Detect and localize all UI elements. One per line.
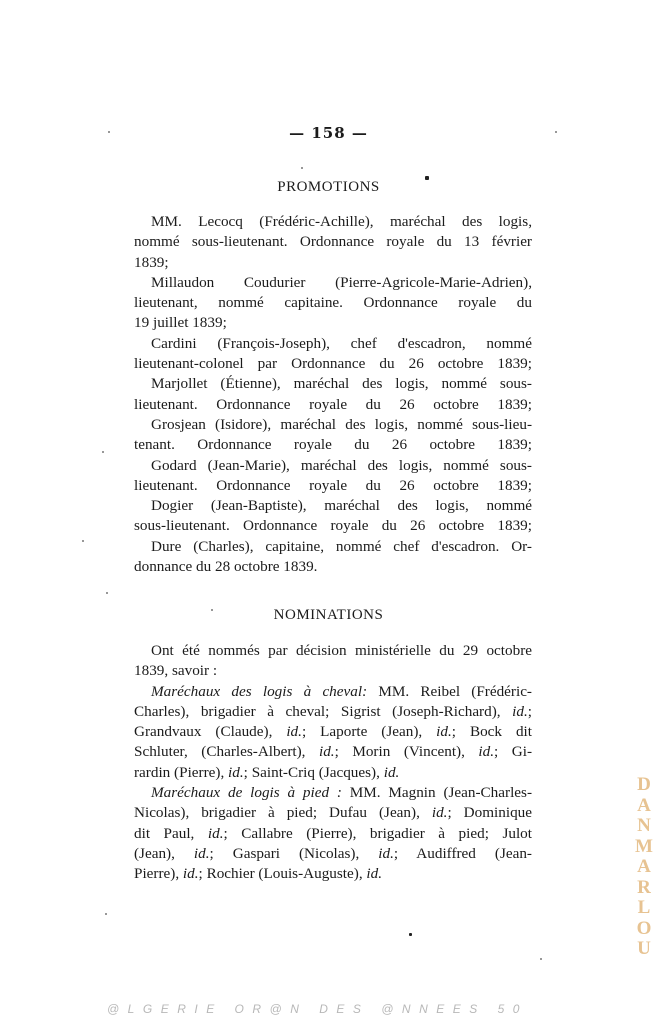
text-line: Marjollet (Étienne), maréchal des logis, nommé sous- — [151, 375, 532, 393]
text-line: Nicolas), brigadier à pied; Dufau (Jean), id.; Dominique — [134, 804, 532, 822]
text-line: Dure (Charles), capitaine, nommé chef d'escadron. Or- — [151, 537, 532, 555]
scan-speck — [108, 131, 110, 133]
watermark-letter: N — [637, 815, 651, 836]
nominations-text — [134, 641, 532, 885]
watermark-letter: L — [637, 897, 651, 918]
text-line: Maréchaux des logis à cheval: MM. Reibel (Frédéric- — [151, 682, 532, 700]
watermark-stamp — [635, 775, 653, 960]
text-line: Millaudon Coudurier (Pierre-Agricole-Marie-Adrien), — [151, 273, 532, 291]
text-line: dit Paul, id.; Callabre (Pierre), brigadier à pied; Julot — [134, 824, 532, 842]
watermark-letter: D — [637, 774, 651, 795]
nominations-heading: NOMINATIONS — [273, 607, 384, 623]
text-line: Schluter, (Charles-Albert), id.; Morin (Vincent), id.; Gi- — [134, 743, 533, 761]
text-line: Maréchaux de logis à pied : MM. Magnin (Jean-Charles- — [151, 784, 532, 802]
text-line: lieutenant-colonel par Ordonnance du 26 octobre 1839; — [134, 355, 532, 373]
pied-label: Maréchaux de logis à pied : — [151, 784, 342, 802]
scan-speck — [409, 933, 412, 936]
text-line: Pierre), id.; Rochier (Louis-Auguste), id. — [134, 865, 383, 883]
text-line: 19 juillet 1839; — [134, 314, 227, 332]
text-line: Cardini (François-Joseph), chef d'escadron, nommé — [151, 334, 532, 352]
text-line: rardin (Pierre), id.; Saint-Criq (Jacques), id. — [134, 763, 400, 781]
page-number: — 158 — — [289, 124, 368, 142]
watermark-letter: U — [637, 938, 651, 959]
scan-speck — [425, 176, 429, 180]
watermark-letter: A — [637, 794, 651, 816]
watermark-letter: M — [635, 835, 653, 857]
text-line: lieutenant. Ordonnance royale du 26 octobre 1839; — [134, 395, 532, 413]
scan-speck — [82, 540, 84, 542]
promotions-heading: PROMOTIONS — [277, 179, 380, 195]
scan-speck — [105, 913, 107, 915]
footer-watermark: @LGERIE OR@N DES @NNEES 50 — [107, 1002, 528, 1016]
watermark-letter: A — [637, 856, 651, 877]
scan-speck — [211, 609, 213, 611]
text-line: Godard (Jean-Marie), maréchal des logis, nommé sous- — [151, 456, 532, 474]
text-line: Dogier (Jean-Baptiste), maréchal des logis, nommé — [151, 497, 532, 515]
cheval-label: Maréchaux des logis à cheval: — [151, 682, 368, 700]
promotions-list — [134, 212, 532, 577]
text-line: 1839; — [134, 253, 169, 271]
text-line: lieutenant, nommé capitaine. Ordonnance royale du — [134, 294, 532, 312]
text-line: Ont été nommés par décision ministérielle du 29 octobre — [151, 642, 532, 659]
scan-speck — [555, 131, 557, 133]
scan-speck — [106, 592, 108, 594]
text-line: Grandvaux (Claude), id.; Laporte (Jean), id.; Bock dit — [134, 723, 532, 741]
text-line: lieutenant. Ordonnance royale du 26 octobre 1839; — [134, 476, 532, 494]
text-line: (Jean), id.; Gaspari (Nicolas), id.; Audiffred (Jean- — [134, 844, 532, 862]
watermark-letter: O — [636, 917, 652, 939]
scan-speck — [102, 451, 104, 453]
scan-speck — [301, 167, 303, 169]
text-line: nommé sous-lieutenant. Ordonnance royale du 13 février — [134, 233, 532, 251]
text-line: Charles), brigadier à cheval; Sigrist (Joseph-Richard), id.; — [134, 702, 532, 720]
text-line: donnance du 28 octobre 1839. — [134, 558, 318, 576]
text-line: tenant. Ordonnance royale du 26 octobre 1839; — [134, 436, 532, 454]
watermark-letter: R — [637, 876, 651, 898]
text-line: Grosjean (Isidore), maréchal des logis, nommé sous-lieu- — [151, 415, 532, 433]
text-line: sous-lieutenant. Ordonnance royale du 26 octobre 1839; — [134, 517, 532, 535]
text-line: 1839, savoir : — [134, 662, 218, 680]
text-line: MM. Lecocq (Frédéric-Achille), maréchal des logis, — [151, 213, 532, 230]
scan-speck — [540, 958, 542, 960]
